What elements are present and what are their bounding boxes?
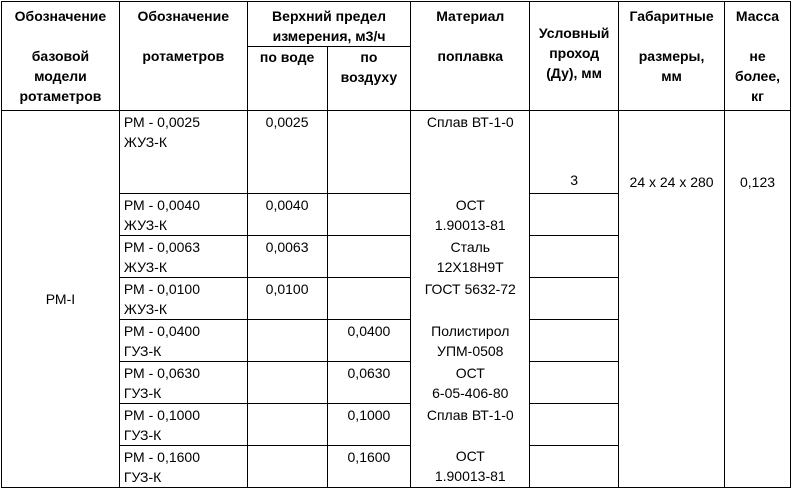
air-value (327, 111, 411, 194)
nominal-bore-value: 3 (530, 111, 619, 194)
material-value: Полистирол УПМ-0508 (411, 320, 530, 362)
header-upper-limit: Верхний предел измерения, м3/ч (247, 2, 411, 47)
table-row-designation: РМ - 0,1000 ГУЗ-К (119, 404, 247, 446)
table-row-designation: РМ - 0,0025 ЖУЗ-К (119, 111, 247, 194)
water-value (247, 320, 327, 362)
nominal-bore-cell (530, 236, 619, 278)
nominal-bore-cell (530, 278, 619, 320)
table-row-designation: РМ - 0,0040 ЖУЗ-К (119, 194, 247, 236)
air-value: 0,0400 (327, 320, 411, 362)
header-nominal-bore: Условный проход (Ду), мм (530, 2, 619, 111)
header-base-designation: Обозначение базовой модели ротаметров (2, 2, 120, 111)
table-row-designation: РМ - 0,0630 ГУЗ-К (119, 362, 247, 404)
nominal-bore-cell (530, 194, 619, 236)
header-material: Материал поплавка (411, 2, 530, 111)
table-row-designation: РМ - 0,0100 ЖУЗ-К (119, 278, 247, 320)
water-value: 0,0100 (247, 278, 327, 320)
water-value (247, 446, 327, 488)
mass-value: 0,123 (725, 111, 791, 488)
material-value: ОСТ 1.90013-81 (411, 194, 530, 236)
material-value: Сплав ВТ-1-0 (411, 111, 530, 194)
water-value (247, 404, 327, 446)
nominal-bore-cell (530, 404, 619, 446)
header-air: по воздуху (327, 47, 411, 111)
nominal-bore-cell (530, 320, 619, 362)
table-row-designation: РМ - 0,0400 ГУЗ-К (119, 320, 247, 362)
material-value: ОСТ 6-05-406-80 (411, 362, 530, 404)
nominal-bore-cell (530, 362, 619, 404)
material-value: Сплав ВТ-1-0 (411, 404, 530, 446)
air-value (327, 236, 411, 278)
material-value: ОСТ 1.90013-81 (411, 446, 530, 488)
header-dimensions: Габаритные размеры, мм (619, 2, 725, 111)
water-value: 0,0040 (247, 194, 327, 236)
header-mass: Масса не более, кг (725, 2, 791, 111)
air-value (327, 278, 411, 320)
material-value: Сталь 12Х18Н9Т (411, 236, 530, 278)
table-row-designation: РМ - 0,1600 ГУЗ-К (119, 446, 247, 488)
air-value: 0,1000 (327, 404, 411, 446)
air-value: 0,0630 (327, 362, 411, 404)
water-value: 0,0025 (247, 111, 327, 194)
nominal-bore-cell (530, 446, 619, 488)
material-value: ГОСТ 5632-72 (411, 278, 530, 320)
base-model-cell: РМ-I (2, 111, 120, 488)
header-rotameter-designation: Обозначение ротаметров (119, 2, 247, 111)
water-value: 0,0063 (247, 236, 327, 278)
water-value (247, 362, 327, 404)
table-row-designation: РМ - 0,0063 ЖУЗ-К (119, 236, 247, 278)
air-value: 0,1600 (327, 446, 411, 488)
header-water: по воде (247, 47, 327, 111)
air-value (327, 194, 411, 236)
rotameter-spec-table (1, 1, 791, 488)
dimensions-value: 24 х 24 х 280 (619, 111, 725, 488)
